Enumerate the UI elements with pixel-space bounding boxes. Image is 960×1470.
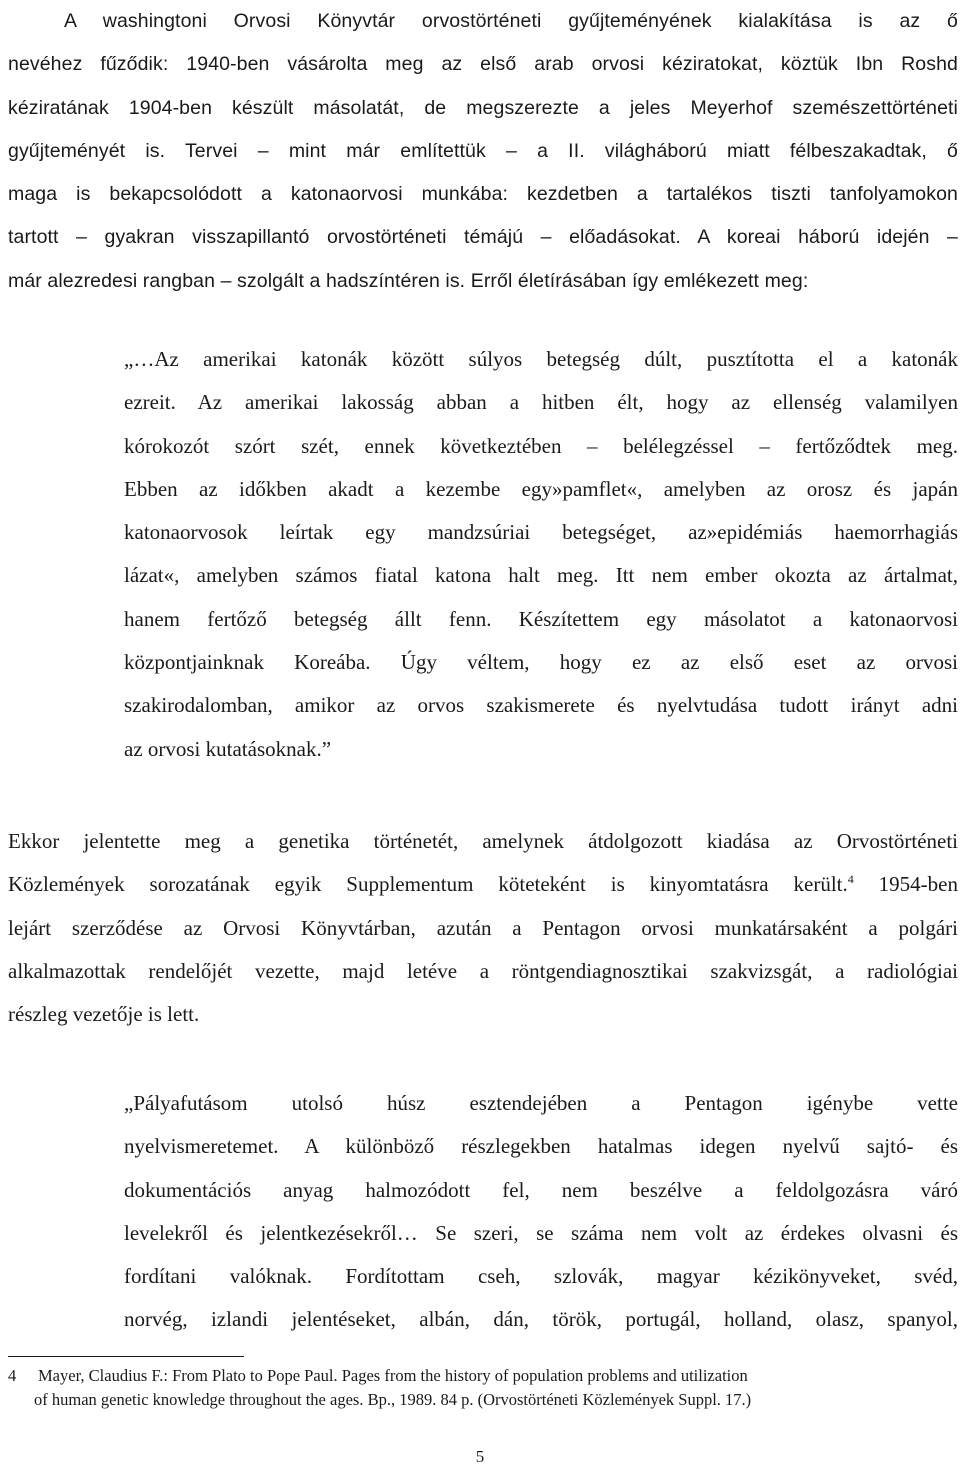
paragraph-1-line: A washingtoni Orvosi Könyvtár orvostörténeti gyűjteményének kialakítása is az ő bbox=[64, 10, 958, 32]
paragraph-1-line: nevéhez fűződik: 1940-ben vásárolta meg az első arab orvosi kéziratokat, köztük Ibn Roshd bbox=[8, 53, 958, 76]
page-number: 5 bbox=[475, 1447, 485, 1466]
paragraph-1-line: tartott – gyakran visszapillantó orvostörténeti témájú – előadásokat. A koreai háború idején – bbox=[8, 226, 958, 249]
paragraph-2-line: alkalmazottak rendelőjét vezette, majd letéve a röntgendiagnosztikai szakvizsgát, a radiológiai bbox=[8, 958, 958, 983]
paragraph-1-line: kéziratának 1904-ben készült másolatát, de megszerezte a jeles Meyerhof szemészettörténeti bbox=[8, 96, 958, 119]
paragraph-2-line bbox=[8, 863, 958, 906]
quote-2-line: „Pályafutásom utolsó húsz esztendejében a Pentagon igénybe vette bbox=[124, 1091, 958, 1115]
quote-1-line: kórokozót szórt szét, ennek következtében – belélegzéssel – fertőződtek meg. bbox=[124, 433, 958, 458]
paragraph-1-line: gyűjteményét is. Tervei – mint már említettük – a II. világháború miatt félbeszakadtak, ő bbox=[8, 139, 958, 162]
block-quote-2 bbox=[124, 1082, 958, 1342]
paragraph-2 bbox=[8, 820, 958, 1036]
quote-1-line: Ebben az időkben akadt a kezembe egy»pamflet«, amelyben az orosz és japán bbox=[124, 476, 958, 501]
quote-2-line: fordítani valóknak. Fordítottam cseh, szlovák, magyar kézikönyveket, svéd, bbox=[124, 1264, 958, 1289]
footnote-reference[interactable]: 4 bbox=[847, 872, 854, 887]
quote-1-line: ezreit. Az amerikai lakosság abban a hitben élt, hogy az ellenség valamilyen bbox=[124, 390, 958, 415]
quote-2-line: norvég, izlandi jelentéseket, albán, dán, török, portugál, holland, olasz, spanyol, bbox=[124, 1307, 958, 1332]
quote-1-line: „…Az amerikai katonák között súlyos betegség dúlt, pusztította el a katonák bbox=[124, 347, 958, 371]
quote-1-line: szakirodalomban, amikor az orvos szakismerete és nyelvtudása tudott irányt adni bbox=[124, 693, 958, 718]
quote-2-line: dokumentációs anyag halmozódott fel, nem beszélve a feldolgozásra váró bbox=[124, 1177, 958, 1202]
paragraph-1 bbox=[8, 0, 958, 303]
paragraph-2-line: lejárt szerződése az Orvosi Könyvtárban, azután a Pentagon orvosi munkatársaként a polgári bbox=[8, 915, 958, 940]
quote-1-line: hanem fertőző betegség állt fenn. Készítettem egy másolatot a katonaorvosi bbox=[124, 606, 958, 631]
footnote-line: of human genetic knowledge throughout the ages. Bp., 1989. 84 p. (Orvostörténeti Közlemények Suppl. 17.) bbox=[34, 1390, 752, 1409]
footnote-line bbox=[8, 1364, 958, 1388]
footnote-number: 4 bbox=[8, 1366, 17, 1385]
paragraph-1-line: maga is bekapcsolódott a katonaorvosi munkába: kezdetben a tartalékos tiszti tanfolyamokon bbox=[8, 183, 958, 206]
block-quote-1 bbox=[124, 338, 958, 771]
paragraph-2-line: részleg vezetője is lett. bbox=[8, 1002, 200, 1027]
footnote-text: Mayer, Claudius F.: From Plato to Pope Paul. Pages from the history of population problems and utilization bbox=[38, 1366, 748, 1385]
quote-2-line: levelekről és jelentkezésekről… Se szeri, se száma nem volt az érdekes olvasni és bbox=[124, 1220, 958, 1245]
quote-2-line: nyelvismeretemet. A különböző részlegekben hatalmas idegen nyelvű sajtó- és bbox=[124, 1134, 958, 1159]
paragraph-1-line: már alezredesi rangban – szolgált a hadszíntéren is. Erről életírásában így emlékezett meg: bbox=[8, 269, 809, 292]
footnote-separator bbox=[8, 1356, 244, 1357]
footnote bbox=[8, 1364, 958, 1412]
quote-1-line: az orvosi kutatásoknak.” bbox=[124, 736, 332, 761]
paragraph-2-text: Közlemények sorozatának egyik Supplementum köteteként is kinyomtatásra került. bbox=[8, 872, 848, 897]
quote-1-line: katonaorvosok leírtak egy mandzsúriai betegséget, az»epidémiás haemorrhagiás bbox=[124, 520, 958, 545]
paragraph-2-text: 1954-ben bbox=[853, 872, 958, 897]
quote-1-line: lázat«, amelyben számos fiatal katona halt meg. Itt nem ember okozta az ártalmat, bbox=[124, 563, 958, 588]
paragraph-2-line: Ekkor jelentette meg a genetika történetét, amelynek átdolgozott kiadása az Orvostörténeti bbox=[8, 829, 958, 853]
quote-1-line: központjainknak Koreába. Úgy véltem, hogy ez az első eset az orvosi bbox=[124, 650, 958, 675]
